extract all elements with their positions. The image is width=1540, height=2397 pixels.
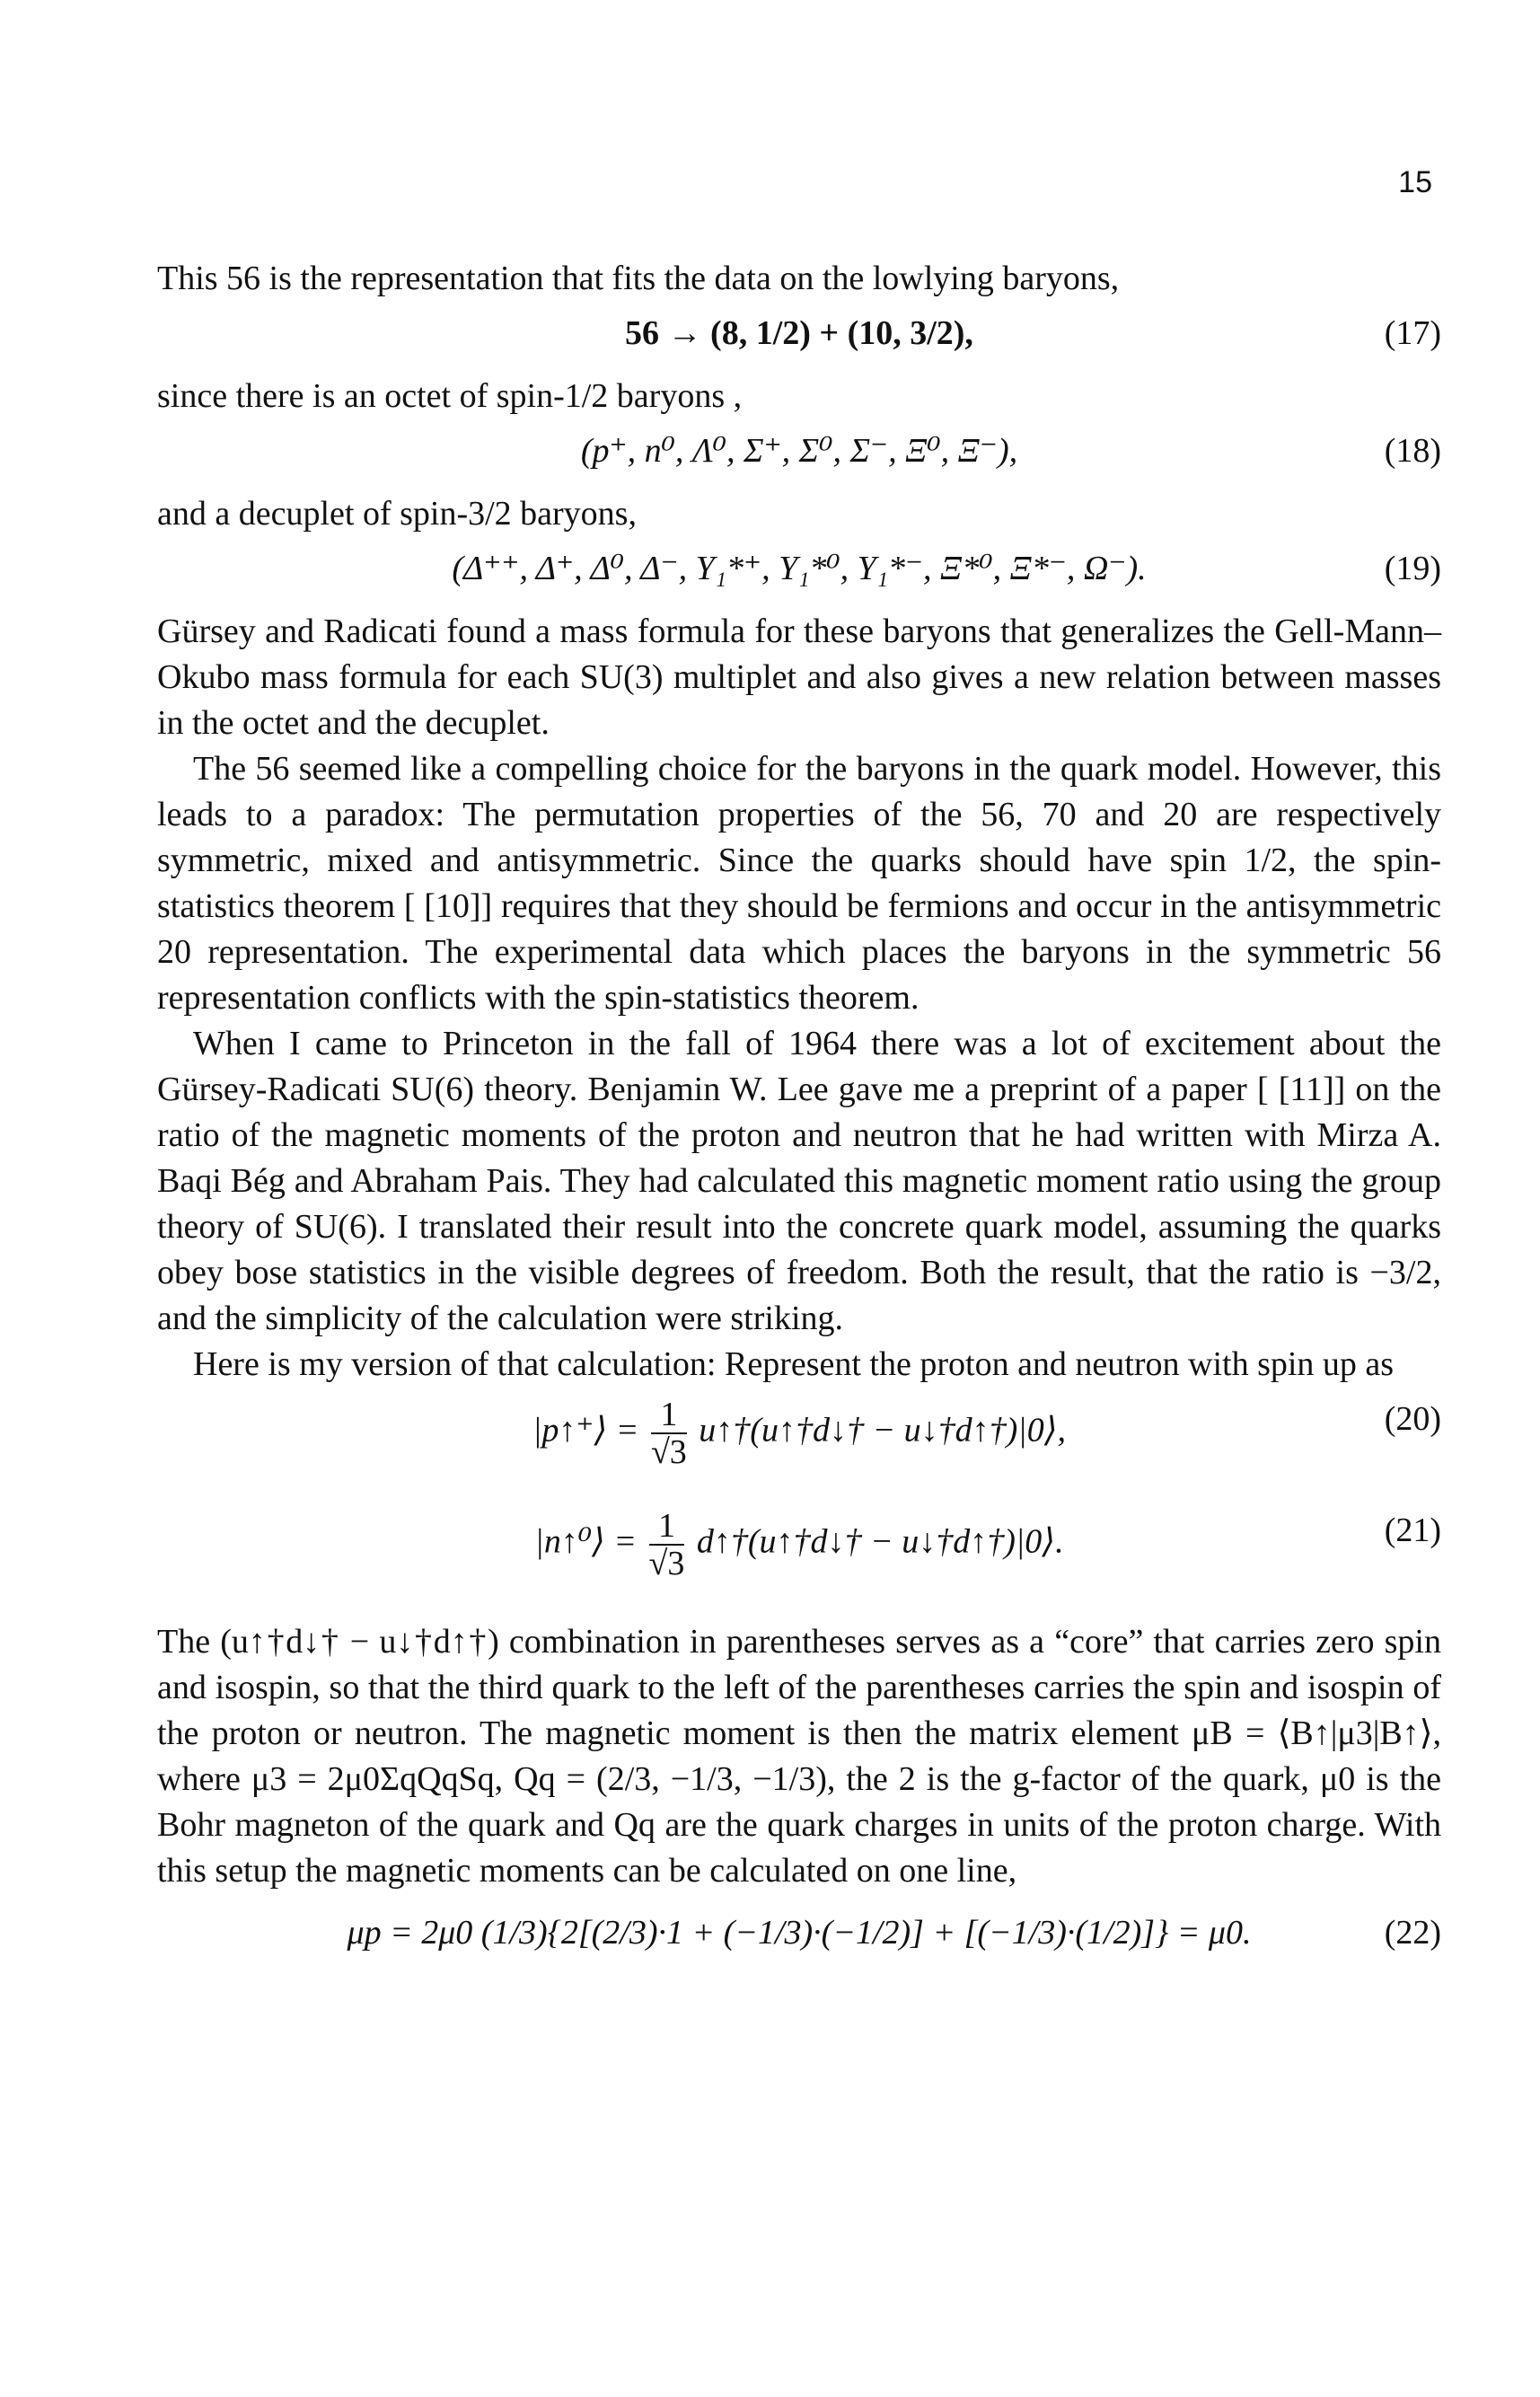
equation-17-body: 56 → (8, 1/2) + (10, 3/2),: [625, 314, 973, 352]
equation-22: [157, 1910, 1441, 1961]
equation-19: [157, 546, 1441, 596]
equation-21-number: (21): [1384, 1511, 1441, 1549]
equation-20-rhs: u↑†(u↑†d↓† − u↓†d↑†)|0⟩,: [699, 1411, 1067, 1450]
equation-20-numerator: 1: [651, 1397, 687, 1434]
equation-19-body: (Δ⁺⁺, Δ⁺, Δ⁰, Δ⁻, Y₁*⁺, Y₁*⁰, Y₁*⁻, Ξ*⁰, Ξ*⁻, Ω⁻).: [452, 550, 1147, 587]
equation-18: [157, 428, 1441, 479]
page-number: 15: [1398, 165, 1432, 199]
equation-22-number: (22): [1384, 1914, 1441, 1952]
paragraph-2: since there is an octet of spin-1/2 baryons ,: [157, 377, 743, 415]
equation-18-body: (p⁺, n⁰, Λ⁰, Σ⁺, Σ⁰, Σ⁻, Ξ⁰, Ξ⁻),: [580, 432, 1018, 470]
equation-22-body: μp = 2μ0 (1/3){2[(2/3)·1 + (−1/3)·(−1/2)] + [(−1/3)·(1/2)]} = μ0.: [347, 1914, 1252, 1952]
equation-21-rhs: d↑†(u↑†d↓† − u↓†d↑†)|0⟩.: [696, 1522, 1064, 1561]
paragraph-3: and a decuplet of spin-3/2 baryons,: [157, 495, 637, 533]
equation-21: [157, 1508, 1441, 1607]
paragraph-1: This 56 is the representation that fits the data on the lowlying baryons,: [157, 260, 1120, 297]
equation-21-body: [534, 1508, 1063, 1582]
paragraph-4: Gürsey and Radicati found a mass formula for these baryons that generalizes the Gell-Mann–Okubo mass formula for each SU(3) multiplet and also gives a new relation between masses in the octet and the decuplet.: [157, 612, 1441, 742]
equation-20-denominator: √3: [650, 1433, 687, 1471]
equation-18-number: (18): [1384, 432, 1441, 470]
paragraph-5: The 56 seemed like a compelling choice for the baryons in the quark model. However, this leads to a paradox: The permutation properties of the 56, 70 and 20 are respectively symmetric, mixed and antisymmetric. Since the quarks should have spin 1/2, the spin-statistics theorem [ [10]] requires that they should be fermions and occur in the antisymmetric 20 representation. The experimental data which places the baryons in the symmetric 56 representation conflicts with the spin-statistics theorem.: [157, 750, 1441, 1017]
equation-17-number: (17): [1384, 314, 1441, 352]
equation-21-lhs: |n↑⁰⟩ =: [534, 1522, 638, 1561]
equation-21-denominator: √3: [648, 1545, 685, 1582]
paragraph-8: The (u↑†d↓† − u↓†d↑†) combination in parentheses serves as a “core” that carries zero spin and isospin, so that the third quark to the left of the parentheses carries the spin and isospin of the proton or neutron. The magnetic moment is then the matrix element μB = ⟨B↑|μ3|B↑⟩, where μ3 = 2μ0ΣqQqSq, Qq = (2/3, −1/3, −1/3), the 2 is the g-factor of the quark, μ0 is the Bohr magneton of the quark and Qq are the quark charges in units of the proton charge. With this setup the magnetic moments can be calculated on one line,: [157, 1623, 1441, 1890]
equation-20-number: (20): [1384, 1400, 1441, 1438]
paragraph-6: When I came to Princeton in the fall of 1964 there was a lot of excitement about the Gürsey-Radicati SU(6) theory. Benjamin W. Lee gave me a preprint of a paper [ [11]] on the ratio of the magnetic moments of the proton and neutron that he had written with Mirza A. Baqi Bég and Abraham Pais. They had calculated this magnetic moment ratio using the group theory of SU(6). I translated their result into the concrete quark model, assuming the quarks obey bose statistics in the visible degrees of freedom. Both the result, that the ratio is −3/2, and the simplicity of the calculation were striking.: [157, 1025, 1441, 1337]
equation-20: [157, 1397, 1441, 1495]
equation-20-fraction: [651, 1397, 687, 1470]
equation-17: [157, 311, 1441, 361]
paragraph-7: Here is my version of that calculation: Represent the proton and neutron with spin up as: [193, 1345, 1395, 1383]
equation-20-body: [532, 1397, 1066, 1470]
equation-21-fraction: [649, 1508, 685, 1582]
equation-20-lhs: |p↑⁺⟩ =: [532, 1411, 639, 1450]
equation-19-number: (19): [1384, 550, 1441, 587]
equation-21-numerator: 1: [649, 1508, 685, 1546]
body-text: [157, 256, 1441, 1973]
